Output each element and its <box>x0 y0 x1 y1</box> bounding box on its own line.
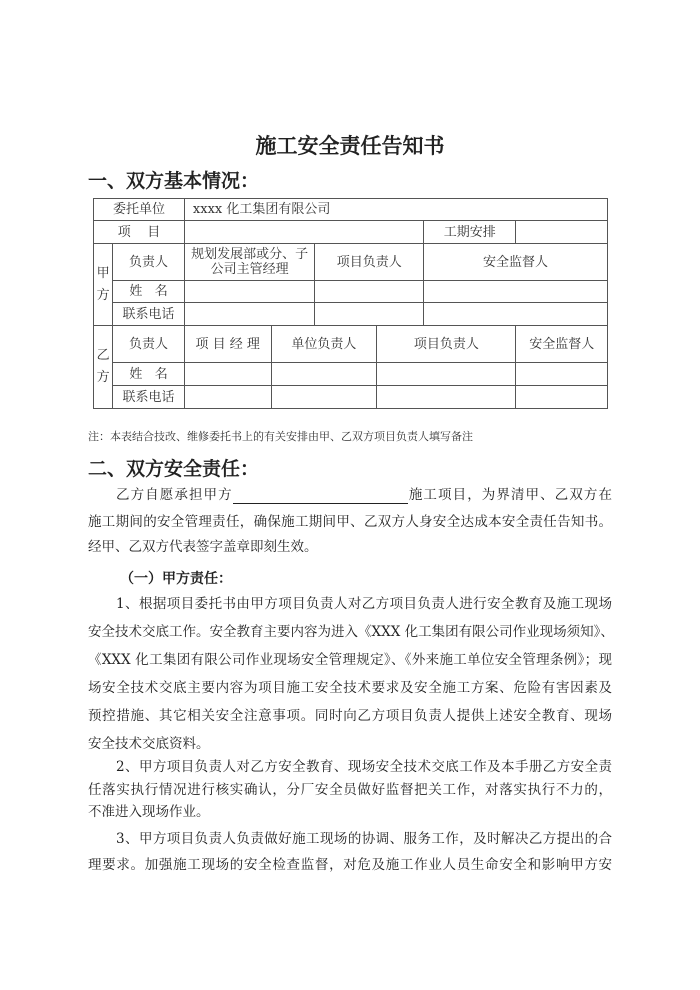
body-line: 任落实执行情况进行核实确认，分厂安全员做好监督把关工作，对落实执行不力的， <box>88 782 612 798</box>
project-value[interactable] <box>184 221 423 244</box>
document-title: 施工安全责任告知书 <box>255 134 445 158</box>
intro-text-b: 施工项目，为界清甲、乙双方在 <box>407 487 613 503</box>
phone-label: 联系电话 <box>113 303 185 326</box>
responsible-label: 负责人 <box>113 244 185 281</box>
body-line: 3、甲方项目负责人负责做好施工现场的协调、服务工作，及时解决乙方提出的合 <box>116 831 612 847</box>
a-phone-2[interactable] <box>315 303 424 326</box>
body-line: 理要求。加强施工现场的安全检查监督，对危及施工作业人员生命安全和影响甲方安 <box>88 857 612 873</box>
b-name-2[interactable] <box>271 363 377 386</box>
b-name-4[interactable] <box>516 363 608 386</box>
basic-info-table <box>93 198 608 409</box>
section-heading-basic-info: 一、双方基本情况： <box>88 170 260 192</box>
b-phone-3[interactable] <box>377 386 516 409</box>
a-col-project-lead: 项目负责人 <box>315 244 424 281</box>
b-phone-2[interactable] <box>271 386 377 409</box>
party-a-label: 甲方 <box>94 244 113 326</box>
body-line: 预控措施、其它相关安全注意事项。同时向乙方项目负责人提供上述安全教育、现场 <box>88 708 612 724</box>
client-label: 委托单位 <box>94 199 185 221</box>
a-phone-3[interactable] <box>424 303 608 326</box>
b-col-project-lead: 项目负责人 <box>377 326 516 363</box>
a-name-1[interactable] <box>184 281 314 303</box>
b-name-1[interactable] <box>184 363 271 386</box>
schedule-value[interactable] <box>516 221 608 244</box>
subheading-party-a: （一）甲方责任： <box>120 571 232 587</box>
b-col-project-manager: 项 目 经 理 <box>184 326 271 363</box>
a-name-3[interactable] <box>424 281 608 303</box>
project-blank-field[interactable] <box>233 489 408 504</box>
intro-line-1 <box>116 486 612 504</box>
section-heading-responsibilities: 二、双方安全责任： <box>88 458 260 480</box>
b-name-3[interactable] <box>377 363 516 386</box>
phone-label: 联系电话 <box>113 386 185 409</box>
intro-text-a: 乙方自愿承担甲方 <box>116 487 233 503</box>
intro-line-3: 经甲、乙双方代表签字盖章即刻生效。 <box>88 539 318 555</box>
b-col-safety-supervisor: 安全监督人 <box>516 326 608 363</box>
responsible-label: 负责人 <box>113 326 185 363</box>
b-col-unit-lead: 单位负责人 <box>271 326 377 363</box>
body-line: 安全技术交底资料。 <box>88 736 210 752</box>
body-line: 1、根据项目委托书由甲方项目负责人对乙方项目负责人进行安全教育及施工现场 <box>116 596 612 612</box>
intro-line-2: 施工期间的安全管理责任，确保施工期间甲、乙双方人身安全达成本安全责任告知书。 <box>88 514 612 530</box>
a-phone-1[interactable] <box>184 303 314 326</box>
body-line: 场安全技术交底主要内容为项目施工安全技术要求及安全施工方案、危险有害因素及 <box>88 680 612 696</box>
name-label: 姓 名 <box>113 281 185 303</box>
body-line: 不准进入现场作业。 <box>88 804 210 820</box>
client-value: xxxx 化工集团有限公司 <box>184 199 607 221</box>
b-phone-1[interactable] <box>184 386 271 409</box>
b-phone-4[interactable] <box>516 386 608 409</box>
name-label: 姓 名 <box>113 363 185 386</box>
party-b-label: 乙方 <box>94 326 113 409</box>
a-name-2[interactable] <box>315 281 424 303</box>
body-line: 安全技术交底工作。安全教育主要内容为进入《XXX 化工集团有限公司作业现场须知》、 <box>88 624 614 640</box>
body-line: 2、甲方项目负责人对乙方安全教育、现场安全技术交底工作及本手册乙方安全责 <box>116 759 612 775</box>
schedule-label: 工期安排 <box>424 221 516 244</box>
a-col-safety-supervisor: 安全监督人 <box>424 244 608 281</box>
body-line: 《XXX 化工集团有限公司作业现场安全管理规定》、《外来施工单位安全管理条例》；现 <box>88 652 612 668</box>
table-note: 注：本表结合技改、维修委托书上的有关安排由甲、乙双方项目负责人填写备注 <box>88 430 473 443</box>
project-label: 项 目 <box>94 221 185 244</box>
a-col-manager: 规划发展部或分、子公司主管经理 <box>184 244 314 281</box>
